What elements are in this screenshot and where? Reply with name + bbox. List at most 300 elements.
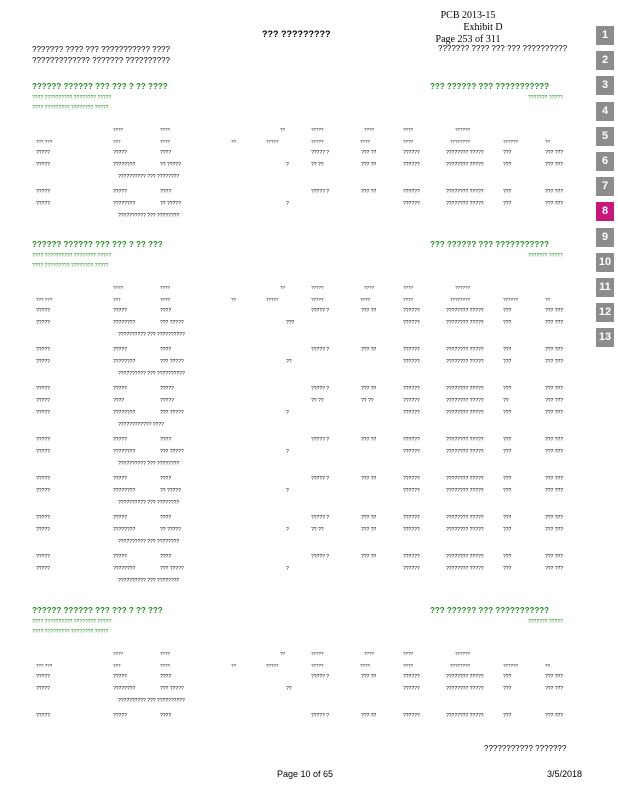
table-cell: ?????? bbox=[403, 566, 420, 572]
table-cell: ? bbox=[286, 488, 289, 494]
table-cell: ????? ? bbox=[311, 476, 330, 482]
table-cell: ???? bbox=[160, 437, 172, 443]
table-cell: ??? bbox=[503, 674, 512, 680]
table-cell: ??? bbox=[503, 359, 512, 365]
table-cell: ??? ?? bbox=[361, 515, 377, 521]
table-cell: ????? bbox=[113, 189, 127, 195]
table-cell: ?????? bbox=[403, 386, 420, 392]
table-cell: ????? bbox=[36, 386, 50, 392]
table-cell: ?? ?? bbox=[361, 398, 374, 404]
table-cell: ???? bbox=[160, 150, 172, 156]
record-note: ?????????? ??? ???????? bbox=[118, 213, 180, 219]
table-cell: ????? bbox=[36, 320, 50, 326]
table-cell: ??? ??? bbox=[545, 201, 564, 207]
table-cell: ???? bbox=[160, 515, 172, 521]
table-cell: ?????? bbox=[403, 320, 420, 326]
column-header-top: ???? bbox=[364, 285, 375, 290]
table-cell: ??? ??? bbox=[545, 674, 564, 680]
column-header-top: ?? bbox=[280, 127, 286, 132]
table-cell: ??? bbox=[503, 320, 512, 326]
table-cell: ?????? bbox=[403, 162, 420, 168]
table-cell: ??? bbox=[286, 320, 295, 326]
exhibit-stamp bbox=[408, 10, 528, 46]
table-cell: ????? bbox=[113, 476, 127, 482]
table-cell: ???? bbox=[160, 554, 172, 560]
column-header-top: ????? bbox=[311, 651, 324, 656]
column-header-top: ???? bbox=[364, 127, 375, 132]
section-title-right: ??? ?????? ??? ??????????? bbox=[430, 82, 550, 91]
column-header-bottom: ???? bbox=[360, 663, 371, 668]
column-header bbox=[0, 127, 594, 147]
table-cell: ??? ?? bbox=[361, 527, 377, 533]
table-cell: ???????? ????? bbox=[446, 554, 484, 560]
column-header-bottom: ??? bbox=[113, 139, 121, 144]
column-header-top: ???? bbox=[403, 285, 414, 290]
table-cell: ??? ??? bbox=[545, 386, 564, 392]
column-header-bottom: ?????? bbox=[503, 663, 519, 668]
table-cell: ????? bbox=[36, 189, 50, 195]
table-cell: ???????? ????? bbox=[446, 398, 484, 404]
table-cell: ????? bbox=[36, 308, 50, 314]
table-cell: ?????? bbox=[403, 527, 420, 533]
page-tab-8[interactable]: 8 bbox=[596, 202, 614, 221]
section-subtitle-1: ???? ?????????? ???????? ????? bbox=[32, 95, 112, 101]
column-header-bottom: ???? bbox=[160, 297, 171, 302]
page-title: ??? ????????? bbox=[262, 29, 331, 39]
table-cell: ??? bbox=[503, 566, 512, 572]
column-header-bottom: ????? bbox=[311, 297, 324, 302]
header-left-line-1: ??????? ???? ??? ??????????? ???? bbox=[32, 45, 170, 54]
section-title-left: ?????? ?????? ??? ??? ? ?? ??? bbox=[32, 240, 163, 249]
table-cell: ???????? ????? bbox=[446, 189, 484, 195]
table-cell: ????? bbox=[36, 398, 50, 404]
table-cell: ???????? ????? bbox=[446, 437, 484, 443]
column-header-bottom: ???????? bbox=[450, 297, 471, 302]
table-cell: ???? bbox=[160, 308, 172, 314]
table-row bbox=[0, 554, 594, 564]
section-title-right: ??? ?????? ??? ??????????? bbox=[430, 606, 550, 615]
table-cell: ??? ??? bbox=[545, 515, 564, 521]
table-cell: ?????? bbox=[403, 674, 420, 680]
column-header-top: ???? bbox=[113, 127, 124, 132]
column-header-bottom: ???? bbox=[160, 663, 171, 668]
report-section bbox=[0, 240, 594, 269]
table-row bbox=[0, 201, 594, 211]
table-cell: ??? bbox=[503, 189, 512, 195]
table-cell: ? bbox=[286, 566, 289, 572]
exhibit-line-2: Exhibit D bbox=[463, 22, 503, 33]
table-cell: ???????? bbox=[113, 162, 136, 168]
table-cell: ??? ??? bbox=[545, 437, 564, 443]
section-title-left: ?????? ?????? ??? ??? ? ?? ???? bbox=[32, 82, 168, 91]
table-cell: ????? bbox=[36, 686, 50, 692]
page-tab-10[interactable]: 10 bbox=[596, 253, 614, 272]
table-cell: ?? ????? bbox=[160, 201, 181, 207]
table-cell: ???????? ????? bbox=[446, 308, 484, 314]
record-note: ?????????? ??? ?????????? bbox=[118, 332, 185, 338]
table-cell: ????? bbox=[113, 347, 127, 353]
table-cell: ???? bbox=[113, 398, 125, 404]
table-row bbox=[0, 566, 594, 576]
table-cell: ????? bbox=[36, 347, 50, 353]
table-cell: ??? ??? bbox=[545, 449, 564, 455]
table-row bbox=[0, 449, 594, 459]
table-cell: ??? bbox=[503, 515, 512, 521]
table-row bbox=[0, 488, 594, 498]
section-title-right: ??? ?????? ??? ??????????? bbox=[430, 240, 550, 249]
table-cell: ????? bbox=[36, 410, 50, 416]
table-cell: ???????? ????? bbox=[446, 515, 484, 521]
table-cell: ??? ????? bbox=[160, 566, 184, 572]
page-tab-5[interactable]: 5 bbox=[596, 127, 614, 146]
table-cell: ???????? ????? bbox=[446, 488, 484, 494]
table-row bbox=[0, 410, 594, 420]
table-cell: ???????? ????? bbox=[446, 476, 484, 482]
table-cell: ? bbox=[286, 201, 289, 207]
table-cell: ????? bbox=[36, 566, 50, 572]
section-subtitle-1: ???? ?????????? ???????? ????? bbox=[32, 619, 112, 625]
column-header-top: ?? bbox=[280, 651, 286, 656]
table-row bbox=[0, 347, 594, 357]
table-cell: ????? bbox=[36, 201, 50, 207]
table-cell: ?????? bbox=[403, 449, 420, 455]
column-header-top: ?????? bbox=[455, 651, 471, 656]
table-cell: ????? bbox=[36, 713, 50, 719]
table-cell: ??? ?? bbox=[361, 150, 377, 156]
page-tab-4[interactable]: 4 bbox=[596, 102, 614, 121]
table-cell: ??? ?? bbox=[361, 347, 377, 353]
table-cell: ???????? ????? bbox=[446, 410, 484, 416]
table-cell: ?????? bbox=[403, 554, 420, 560]
page-tab-3[interactable]: 3 bbox=[596, 76, 614, 95]
table-cell: ???????? bbox=[113, 566, 136, 572]
table-row bbox=[0, 386, 594, 396]
column-header-bottom: ???????? bbox=[450, 139, 471, 144]
table-cell: ???????? bbox=[113, 449, 136, 455]
table-cell: ????? bbox=[36, 674, 50, 680]
table-cell: ????? bbox=[36, 488, 50, 494]
column-header-bottom: ???? bbox=[360, 139, 371, 144]
table-cell: ????? ? bbox=[311, 713, 330, 719]
table-cell: ??? ??? bbox=[545, 150, 564, 156]
table-cell: ??? bbox=[503, 410, 512, 416]
column-header-bottom: ?? bbox=[545, 297, 551, 302]
section-subtitle-right: ??????? ????? bbox=[528, 253, 563, 259]
table-row bbox=[0, 686, 594, 696]
table-cell: ??? ????? bbox=[160, 410, 184, 416]
table-cell: ??? ??? bbox=[545, 713, 564, 719]
column-header bbox=[0, 285, 594, 305]
section-subtitle-1: ???? ?????????? ???????? ????? bbox=[32, 253, 112, 259]
table-cell: ??? bbox=[503, 476, 512, 482]
table-cell: ? bbox=[286, 527, 289, 533]
section-subtitle-right: ??????? ????? bbox=[528, 619, 563, 625]
table-cell: ????? bbox=[113, 386, 127, 392]
table-cell: ????? bbox=[160, 386, 174, 392]
table-row bbox=[0, 150, 594, 160]
table-row bbox=[0, 515, 594, 525]
table-row bbox=[0, 398, 594, 408]
table-cell: ???? bbox=[160, 713, 172, 719]
table-cell: ????? bbox=[36, 554, 50, 560]
section-subtitle-2: ???? ????????? ???????? ????? bbox=[32, 105, 109, 111]
table-cell: ????? bbox=[36, 476, 50, 482]
table-cell: ???????? bbox=[113, 359, 136, 365]
table-cell: ????? ? bbox=[311, 347, 330, 353]
table-cell: ?? bbox=[503, 398, 509, 404]
table-cell: ??? ??? bbox=[545, 566, 564, 572]
table-cell: ??? ??? bbox=[545, 359, 564, 365]
column-header-top: ?? bbox=[280, 285, 286, 290]
table-cell: ????? bbox=[113, 308, 127, 314]
table-cell: ? bbox=[286, 449, 289, 455]
column-header-top: ???? bbox=[160, 127, 171, 132]
table-cell: ??? ??? bbox=[545, 347, 564, 353]
column-header-bottom: ???? bbox=[160, 139, 171, 144]
table-cell: ???? bbox=[160, 674, 172, 680]
table-cell: ??? bbox=[503, 347, 512, 353]
column-header-bottom: ????? bbox=[266, 139, 279, 144]
record-note: ???????????? ???? bbox=[118, 422, 164, 428]
table-cell: ????? bbox=[36, 359, 50, 365]
table-row bbox=[0, 527, 594, 537]
page-tab-6[interactable]: 6 bbox=[596, 152, 614, 171]
page-tab-9[interactable]: 9 bbox=[596, 228, 614, 247]
column-header-bottom: ?? bbox=[545, 663, 551, 668]
table-cell: ?? ?? bbox=[311, 527, 324, 533]
column-header-top: ???? bbox=[403, 651, 414, 656]
record-note: ?????????? ??? ???????? bbox=[118, 174, 180, 180]
table-cell: ? bbox=[286, 162, 289, 168]
table-row bbox=[0, 308, 594, 318]
table-cell: ??? bbox=[503, 488, 512, 494]
table-row bbox=[0, 162, 594, 172]
table-cell: ?????? bbox=[403, 488, 420, 494]
section-subtitle-2: ???? ????????? ???????? ????? bbox=[32, 629, 109, 635]
table-cell: ???????? ????? bbox=[446, 386, 484, 392]
table-cell: ??? bbox=[503, 527, 512, 533]
table-cell: ????? bbox=[36, 162, 50, 168]
table-cell: ??? ?? bbox=[361, 674, 377, 680]
page-tab-12[interactable]: 12 bbox=[596, 303, 614, 322]
table-cell: ???????? ????? bbox=[446, 449, 484, 455]
table-row bbox=[0, 359, 594, 369]
table-cell: ??? bbox=[503, 554, 512, 560]
table-cell: ???????? bbox=[113, 320, 136, 326]
report-section bbox=[0, 606, 594, 635]
header-left-line-2: ????????????? ??????? ?????????? bbox=[32, 56, 170, 65]
table-cell: ??? ????? bbox=[160, 686, 184, 692]
column-header-top: ????? bbox=[311, 127, 324, 132]
column-header-bottom: ???? bbox=[403, 139, 414, 144]
page-tab-11[interactable]: 11 bbox=[596, 278, 614, 297]
table-cell: ??? bbox=[503, 386, 512, 392]
table-cell: ???????? ????? bbox=[446, 674, 484, 680]
table-cell: ??? ??? bbox=[545, 162, 564, 168]
table-cell: ???????? ????? bbox=[446, 347, 484, 353]
section-title-left: ?????? ?????? ??? ??? ? ?? ??? bbox=[32, 606, 163, 615]
table-cell: ?????? bbox=[403, 201, 420, 207]
table-cell: ?? ?? bbox=[311, 398, 324, 404]
column-header-bottom: ???? bbox=[360, 297, 371, 302]
table-cell: ????? ? bbox=[311, 674, 330, 680]
table-cell: ????? bbox=[36, 437, 50, 443]
table-cell: ???????? bbox=[113, 686, 136, 692]
table-cell: ????? ? bbox=[311, 189, 330, 195]
table-cell: ????? bbox=[113, 515, 127, 521]
table-cell: ???????? bbox=[113, 488, 136, 494]
column-header-top: ???? bbox=[364, 651, 375, 656]
table-cell: ??? ?? bbox=[361, 162, 377, 168]
column-header-top: ???? bbox=[113, 285, 124, 290]
page-tab-7[interactable]: 7 bbox=[596, 177, 614, 196]
column-header-top: ???? bbox=[160, 285, 171, 290]
table-cell: ?? bbox=[286, 359, 292, 365]
column-header-bottom: ??? bbox=[113, 297, 121, 302]
table-cell: ??? ??? bbox=[545, 527, 564, 533]
table-cell: ????? bbox=[113, 554, 127, 560]
table-row bbox=[0, 476, 594, 486]
table-cell: ??? ?? bbox=[361, 437, 377, 443]
column-header bbox=[0, 651, 594, 671]
page-tab-13[interactable]: 13 bbox=[596, 328, 614, 347]
section-subtitle-right: ??????? ????? bbox=[528, 95, 563, 101]
page-tab-2[interactable]: 2 bbox=[596, 51, 614, 70]
table-cell: ???? bbox=[160, 347, 172, 353]
column-header-top: ???? bbox=[160, 651, 171, 656]
table-row bbox=[0, 713, 594, 723]
footer-date: 3/5/2018 bbox=[547, 769, 583, 779]
table-cell: ??? ????? bbox=[160, 359, 184, 365]
table-row bbox=[0, 674, 594, 684]
table-cell: ?????? bbox=[403, 437, 420, 443]
table-cell: ??? ??? bbox=[545, 189, 564, 195]
table-cell: ???????? ????? bbox=[446, 162, 484, 168]
table-cell: ????? ? bbox=[311, 150, 330, 156]
table-cell: ?????? bbox=[403, 189, 420, 195]
table-cell: ????? bbox=[113, 674, 127, 680]
table-cell: ????? bbox=[36, 515, 50, 521]
column-header-top: ?????? bbox=[455, 285, 471, 290]
table-cell: ??? ??? bbox=[545, 686, 564, 692]
table-cell: ??? ??? bbox=[545, 308, 564, 314]
table-cell: ????? ? bbox=[311, 437, 330, 443]
column-header-bottom: ??? ??? bbox=[36, 663, 53, 668]
column-header-bottom: ?? bbox=[545, 139, 551, 144]
record-note: ?????????? ??? ???????? bbox=[118, 578, 180, 584]
column-header-top: ?????? bbox=[455, 127, 471, 132]
table-cell: ???????? bbox=[113, 410, 136, 416]
table-cell: ??? ??? bbox=[545, 398, 564, 404]
column-header-bottom: ?? bbox=[231, 663, 237, 668]
table-cell: ??? bbox=[503, 308, 512, 314]
table-cell: ???????? ????? bbox=[446, 150, 484, 156]
table-cell: ???? bbox=[160, 476, 172, 482]
table-cell: ??? ?? bbox=[361, 308, 377, 314]
table-cell: ???????? ????? bbox=[446, 566, 484, 572]
table-cell: ??? ?? bbox=[361, 554, 377, 560]
table-cell: ??? ??? bbox=[545, 476, 564, 482]
table-row bbox=[0, 189, 594, 199]
table-cell: ?? ????? bbox=[160, 488, 181, 494]
record-note: ?????????? ??? ???????? bbox=[118, 500, 180, 506]
table-cell: ??? bbox=[503, 449, 512, 455]
column-header-bottom: ???? bbox=[403, 663, 414, 668]
table-cell: ??? ?? bbox=[361, 713, 377, 719]
table-cell: ???????? ????? bbox=[446, 320, 484, 326]
table-cell: ??? ????? bbox=[160, 320, 184, 326]
table-cell: ???????? ????? bbox=[446, 527, 484, 533]
table-cell: ??? ?? bbox=[361, 189, 377, 195]
report-section bbox=[0, 82, 594, 111]
table-cell: ????? bbox=[113, 713, 127, 719]
column-header-bottom: ?????? bbox=[503, 297, 519, 302]
table-cell: ????? ? bbox=[311, 554, 330, 560]
table-cell: ????? ? bbox=[311, 386, 330, 392]
table-cell: ??? ??? bbox=[545, 488, 564, 494]
exhibit-line-3: Page 253 of 311 bbox=[435, 34, 501, 45]
table-cell: ?????? bbox=[403, 410, 420, 416]
table-row bbox=[0, 437, 594, 447]
page-tab-1[interactable]: 1 bbox=[596, 26, 614, 45]
column-header-bottom: ??? ??? bbox=[36, 297, 53, 302]
table-cell: ??? bbox=[503, 437, 512, 443]
table-cell: ????? bbox=[36, 527, 50, 533]
record-note: ?????????? ??? ?????????? bbox=[118, 371, 185, 377]
table-cell: ?????? bbox=[403, 150, 420, 156]
table-row bbox=[0, 320, 594, 330]
table-cell: ?????? bbox=[403, 308, 420, 314]
column-header-bottom: ????? bbox=[266, 297, 279, 302]
column-header-bottom: ??? ??? bbox=[36, 139, 53, 144]
table-cell: ????? bbox=[160, 398, 174, 404]
column-header-bottom: ??? bbox=[113, 663, 121, 668]
column-header-bottom: ????? bbox=[311, 663, 324, 668]
table-cell: ????? bbox=[36, 150, 50, 156]
table-cell: ?? ????? bbox=[160, 162, 181, 168]
record-note: ?????????? ??? ?????????? bbox=[118, 698, 185, 704]
table-cell: ?????? bbox=[403, 359, 420, 365]
column-header-bottom: ?? bbox=[231, 297, 237, 302]
table-cell: ??? ??? bbox=[545, 554, 564, 560]
table-cell: ??? ??? bbox=[545, 320, 564, 326]
table-cell: ????? ? bbox=[311, 515, 330, 521]
table-cell: ????? ? bbox=[311, 308, 330, 314]
table-cell: ?????? bbox=[403, 515, 420, 521]
header-right: ??????? ???? ??? ??? ?????????? bbox=[438, 44, 568, 53]
table-cell: ?????? bbox=[403, 398, 420, 404]
column-header-top: ???? bbox=[113, 651, 124, 656]
column-header-bottom: ???????? bbox=[450, 663, 471, 668]
column-header-bottom: ?? bbox=[231, 139, 237, 144]
table-cell: ??? ??? bbox=[545, 410, 564, 416]
table-cell: ?????? bbox=[403, 347, 420, 353]
exhibit-line-1: PCB 2013-15 bbox=[440, 10, 496, 21]
table-cell: ??? bbox=[503, 162, 512, 168]
column-header-bottom: ????? bbox=[266, 663, 279, 668]
table-cell: ???? bbox=[160, 189, 172, 195]
table-cell: ?? ?? bbox=[311, 162, 324, 168]
table-cell: ??? bbox=[503, 686, 512, 692]
table-cell: ???????? ????? bbox=[446, 359, 484, 365]
table-cell: ??? ?? bbox=[361, 476, 377, 482]
table-cell: ?? ????? bbox=[160, 527, 181, 533]
footer-signature: ??????????? ??????? bbox=[484, 744, 567, 753]
table-cell: ??? ?? bbox=[361, 386, 377, 392]
record-note: ?????????? ??? ???????? bbox=[118, 539, 180, 545]
header-left bbox=[32, 44, 170, 66]
footer-page-number: Page 10 of 65 bbox=[277, 769, 334, 779]
